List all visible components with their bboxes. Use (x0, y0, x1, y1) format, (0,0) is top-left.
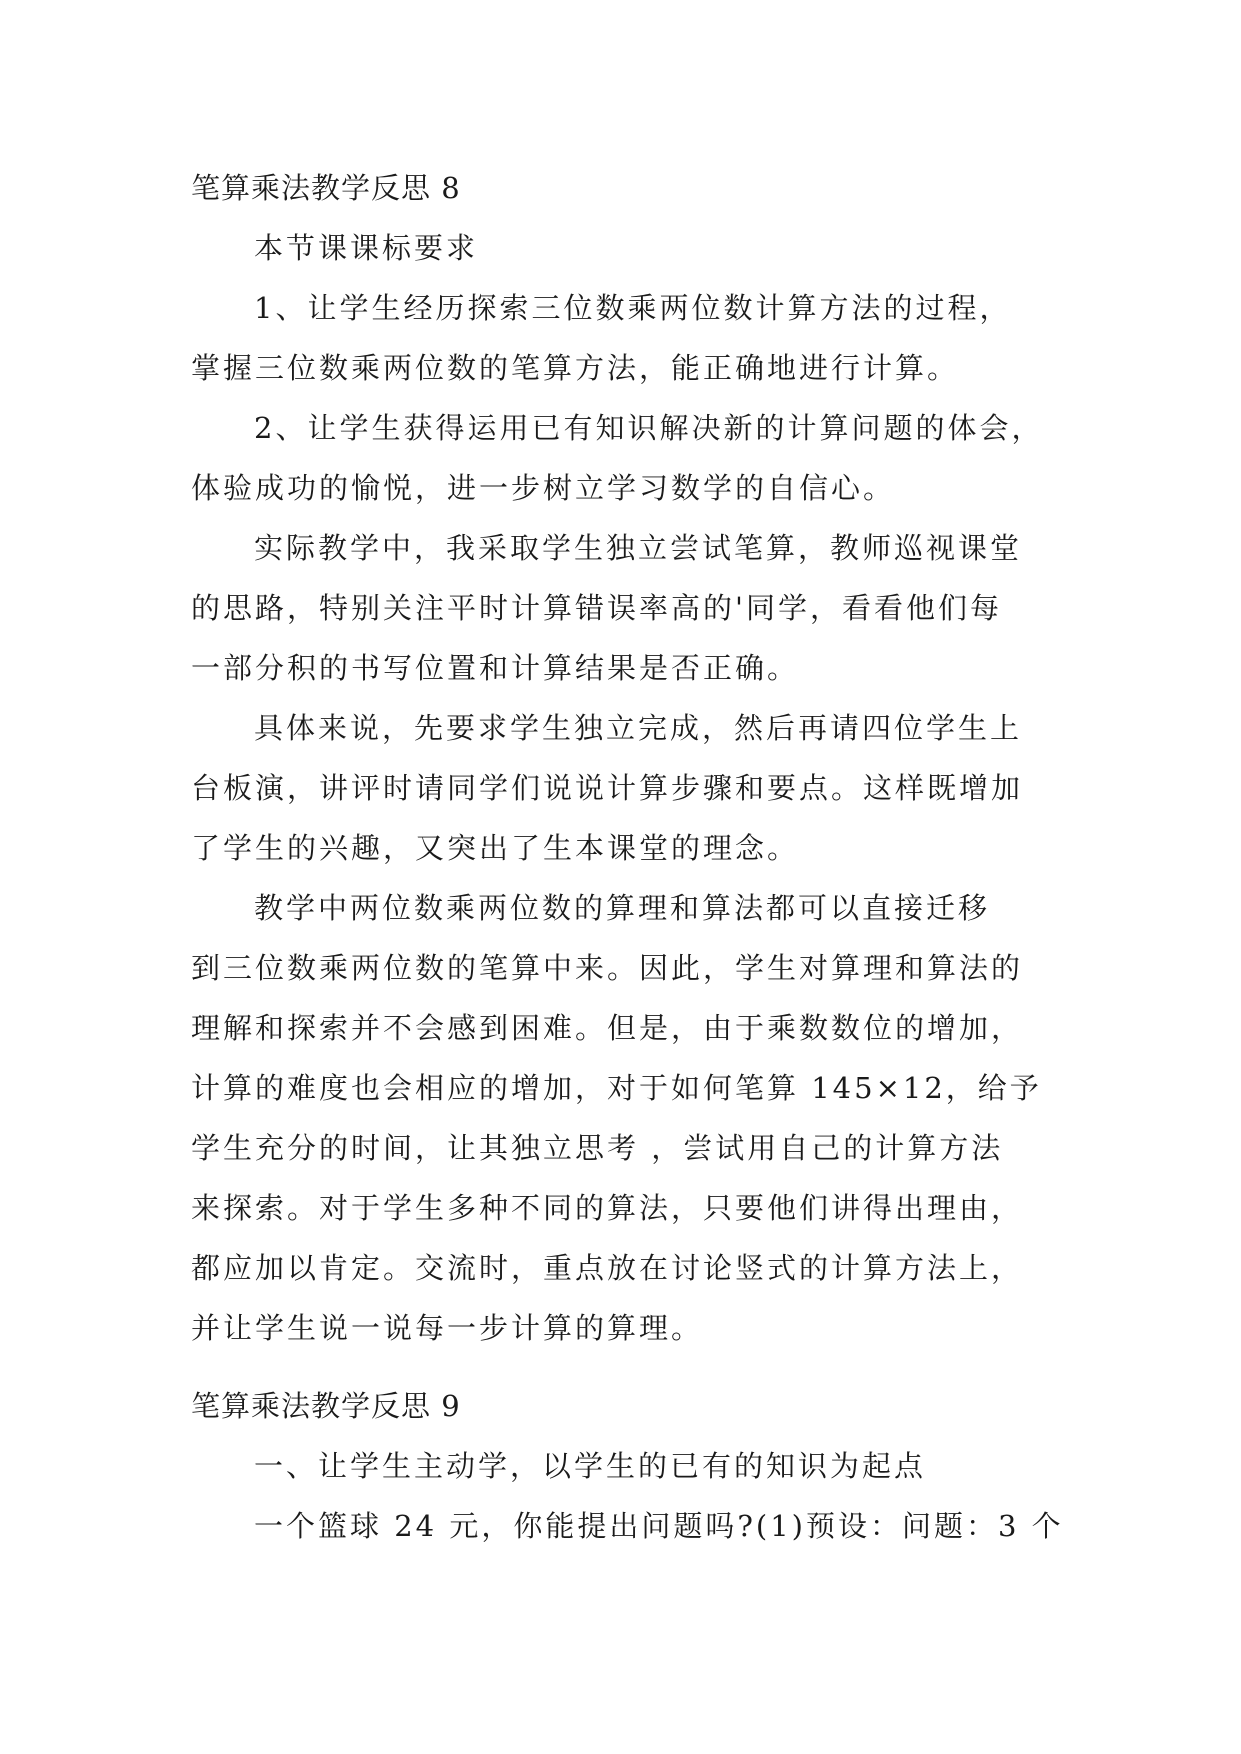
paragraph-line: 体验成功的愉悦，进一步树立学习数学的自信心。 (191, 471, 896, 505)
paragraph-line: 一个篮球 24 元，你能提出问题吗?(1)预设：问题：3 个 (254, 1509, 1064, 1543)
paragraph-line: 到三位数乘两位数的笔算中来。因此，学生对算理和算法的 (191, 951, 1024, 985)
paragraph-line: 了学生的兴趣，又突出了生本课堂的理念。 (191, 831, 800, 865)
paragraph-practice (191, 518, 1061, 698)
section-title: 笔算乘法教学反思 8 (191, 171, 461, 205)
section-reflection-8 (191, 158, 1061, 1358)
paragraph-line: 台板演，讲评时请同学们说说计算步骤和要点。这样既增加 (191, 771, 1024, 805)
paragraph-line: 本节课课标要求 (254, 231, 479, 265)
paragraph-curriculum-requirements (191, 218, 1061, 278)
paragraph-line: 学生充分的时间，让其独立思考 ，尝试用自己的计算方法 (191, 1131, 1004, 1165)
paragraph-basketball-question (191, 1496, 1064, 1556)
paragraph-line: 具体来说，先要求学生独立完成，然后再请四位学生上 (254, 711, 1023, 745)
paragraph-line: 一、让学生主动学，以学生的已有的知识为起点 (254, 1449, 927, 1483)
paragraph-teaching-transfer (191, 878, 1061, 1358)
paragraph-line: 1、让学生经历探索三位数乘两位数计算方法的过程， (254, 291, 1012, 325)
paragraph-line: 实际教学中，我采取学生独立尝试笔算，教师巡视课堂 (254, 531, 1023, 565)
paragraph-goal-2 (191, 398, 1061, 518)
section-reflection-9 (191, 1376, 1064, 1556)
paragraph-line: 来探索。对于学生多种不同的算法，只要他们讲得出理由， (191, 1191, 1024, 1225)
paragraph-line: 并让学生说一说每一步计算的算理。 (191, 1311, 704, 1345)
paragraph-line: 2、让学生获得运用已有知识解决新的计算问题的体会， (254, 411, 1044, 445)
paragraph-goal-1 (191, 278, 1061, 398)
paragraph-line: 掌握三位数乘两位数的笔算方法，能正确地进行计算。 (191, 351, 960, 385)
section-title: 笔算乘法教学反思 9 (191, 1389, 461, 1423)
paragraph-point-1 (191, 1436, 1061, 1496)
paragraph-specifics (191, 698, 1061, 878)
paragraph-line: 都应加以肯定。交流时，重点放在讨论竖式的计算方法上， (191, 1251, 1024, 1285)
paragraph-line: 计算的难度也会相应的增加，对于如何笔算 145×12，给予 (191, 1071, 1042, 1105)
paragraph-line: 一部分积的书写位置和计算结果是否正确。 (191, 651, 800, 685)
paragraph-line: 的思路，特别关注平时计算错误率高的'同学，看看他们每 (191, 591, 1002, 625)
paragraph-line: 教学中两位数乘两位数的算理和算法都可以直接迁移 (254, 891, 991, 925)
paragraph-line: 理解和探索并不会感到困难。但是，由于乘数数位的增加， (191, 1011, 1024, 1045)
